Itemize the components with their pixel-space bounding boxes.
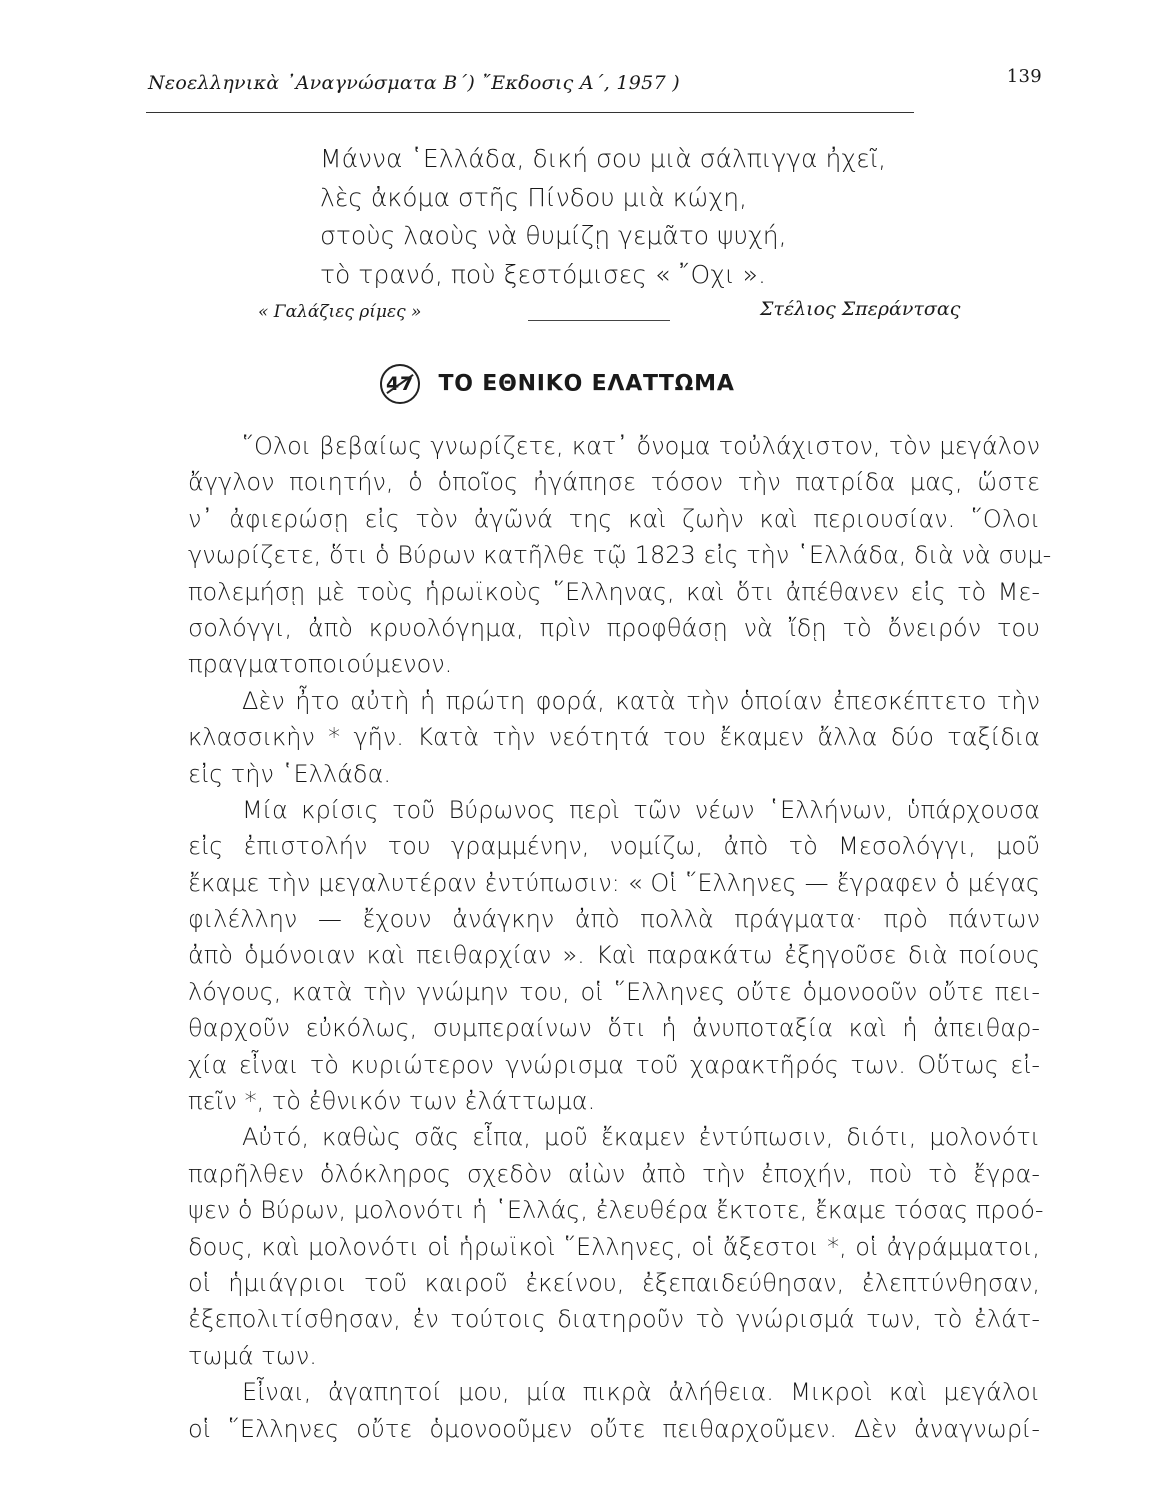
- body-line: Αὐτό, καθὼς σᾶς εἶπα, μοῦ ἔκαμεν ἐντύπωσιν, διότι, μολονότι: [242, 1123, 1040, 1152]
- poem-line: τὸ τρανό, ποὺ ξεστόμισες « ῎Οχι ».: [320, 259, 766, 289]
- body-line: θαρχοῦν εὐκόλως, συμπεραίνων ὅτι ἡ ἀνυποταξία καὶ ἡ ἀπειθαρ-: [188, 1014, 1040, 1043]
- body-line: οἱ ῞Ελληνες οὔτε ὁμονοοῦμεν οὔτε πειθαρχοῦμεν. Δὲν ἀναγνωρί-: [188, 1414, 1040, 1443]
- body-line: δους, καὶ μολονότι οἱ ἡρωϊκοὶ ῞Ελληνες, οἱ ἄξεστοι *, οἱ ἀγράμματοι,: [188, 1232, 1040, 1261]
- body-line: πεῖν *, τὸ ἐθνικόν των ἐλάττωμα.: [188, 1087, 596, 1116]
- body-line: εἰς τὴν ῾Ελλάδα.: [188, 759, 392, 788]
- body-line: ἄγγλον ποιητήν, ὁ ὁποῖος ἠγάπησε τόσον τὴν πατρίδα μας, ὥστε: [188, 468, 1040, 497]
- poem-author: Στέλιος Σπεράντσας: [760, 298, 961, 320]
- article-body: [188, 428, 1052, 1447]
- section-heading: [380, 364, 735, 404]
- body-line: ν᾿ ἀφιερώσῃ εἰς τὸν ἀγῶνά της καὶ ζωὴν καὶ περιουσίαν. ῞Ολοι: [188, 504, 1040, 533]
- body-line: φιλέλλην — ἔχουν ἀνάγκην ἀπὸ πολλὰ πράγματα· πρὸ πάντων: [188, 905, 1040, 934]
- body-line: ἔκαμε τὴν μεγαλυτέραν ἐντύπωσιν: « Οἱ ῞Ελληνες — ἔγραφεν ὁ μέγας: [188, 868, 1040, 897]
- running-header: [148, 66, 1048, 106]
- body-line: Δὲν ἦτο αὐτὴ ἡ πρώτη φορά, κατὰ τὴν ὁποίαν ἐπεσκέπτετο τὴν: [242, 686, 1040, 715]
- poem-line: Μάννα ῾Ελλάδα, δική σου μιὰ σάλπιγγα ἠχεῖ,: [320, 144, 887, 173]
- section-number-badge: 47: [380, 364, 420, 404]
- body-line: πολεμήσῃ μὲ τοὺς ἡρωϊκοὺς ῞Ελληνας, καὶ ὅτι ἀπέθανεν εἰς τὸ Με-: [188, 577, 1040, 606]
- header-title: Νεοελληνικὰ ᾿Αναγνώσματα Β΄) ῎Εκδοσις Α΄, 1957 ): [148, 72, 681, 94]
- body-line: γνωρίζετε, ὅτι ὁ Βύρων κατῆλθε τῷ 1823 εἰς τὴν ῾Ελλάδα, διὰ νὰ συμ-: [188, 541, 1052, 570]
- page-number: 139: [1006, 66, 1042, 87]
- body-line: κλασσικὴν * γῆν. Κατὰ τὴν νεότητά του ἔκαμεν ἄλλα δύο ταξίδια: [188, 723, 1040, 752]
- poem-attribution: [0, 298, 1168, 328]
- poem-stanza: [320, 140, 886, 294]
- body-line: οἱ ἡμιάγριοι τοῦ καιροῦ ἐκείνου, ἐξεπαιδεύθησαν, ἐλεπτύνθησαν,: [188, 1268, 1040, 1297]
- body-line: Μία κρίσις τοῦ Βύρωνος περὶ τῶν νέων ῾Ελλήνων, ὑπάρχουσα: [242, 795, 1040, 824]
- body-line: εἰς ἐπιστολήν του γραμμένην, νομίζω, ἀπὸ τὸ Μεσολόγγι, μοῦ: [188, 832, 1040, 861]
- body-line: λόγους, κατὰ τὴν γνώμην του, οἱ ῞Ελληνες οὔτε ὁμονοοῦν οὔτε πει-: [188, 977, 1040, 1006]
- poem-line: λὲς ἀκόμα στῆς Πίνδου μιὰ κώχη,: [320, 182, 748, 212]
- body-line: ῞Ολοι βεβαίως γνωρίζετε, κατ᾿ ὄνομα τοὐλάχιστον, τὸν μεγάλον: [242, 432, 1040, 460]
- body-line: Εἶναι, ἀγαπητοί μου, μία πικρὰ ἀλήθεια. Μικροὶ καὶ μεγάλοι: [242, 1378, 1040, 1407]
- body-line: ἐξεπολιτίσθησαν, ἐν τούτοις διατηροῦν τὸ γνώρισμά των, τὸ ἐλάτ-: [188, 1305, 1040, 1334]
- body-line: ἀπὸ ὁμόνοιαν καὶ πειθαρχίαν ». Καὶ παρακάτω ἐξηγοῦσε διὰ ποίους: [188, 941, 1040, 970]
- section-title: ΤΟ ΕΘΝΙΚΟ ΕΛΑΤΤΩΜΑ: [438, 371, 735, 397]
- header-rule: [146, 112, 914, 113]
- body-line: τωμά των.: [188, 1341, 317, 1370]
- body-line: ψεν ὁ Βύρων, μολονότι ἡ ῾Ελλάς, ἐλευθέρα ἔκτοτε, ἔκαμε τόσας προό-: [188, 1196, 1044, 1225]
- attribution-divider: [528, 320, 670, 321]
- poem-line: στοὺς λαοὺς νὰ θυμίζῃ γεμᾶτο ψυχή,: [320, 221, 787, 250]
- poem-source: « Γαλάζιες ρίμες »: [258, 302, 422, 322]
- body-line: παρῆλθεν ὁλόκληρος σχεδὸν αἰὼν ἀπὸ τὴν ἐποχήν, ποὺ τὸ ἔγρα-: [188, 1159, 1040, 1188]
- body-line: σολόγγι, ἀπὸ κρυολόγημα, πρὶν προφθάσῃ νὰ ἴδῃ τὸ ὄνειρόν του: [188, 613, 1040, 642]
- body-line: χία εἶναι τὸ κυριώτερον γνώρισμα τοῦ χαρακτῆρός των. Οὕτως εἰ-: [188, 1050, 1040, 1079]
- body-line: πραγματοποιούμενον.: [188, 650, 453, 679]
